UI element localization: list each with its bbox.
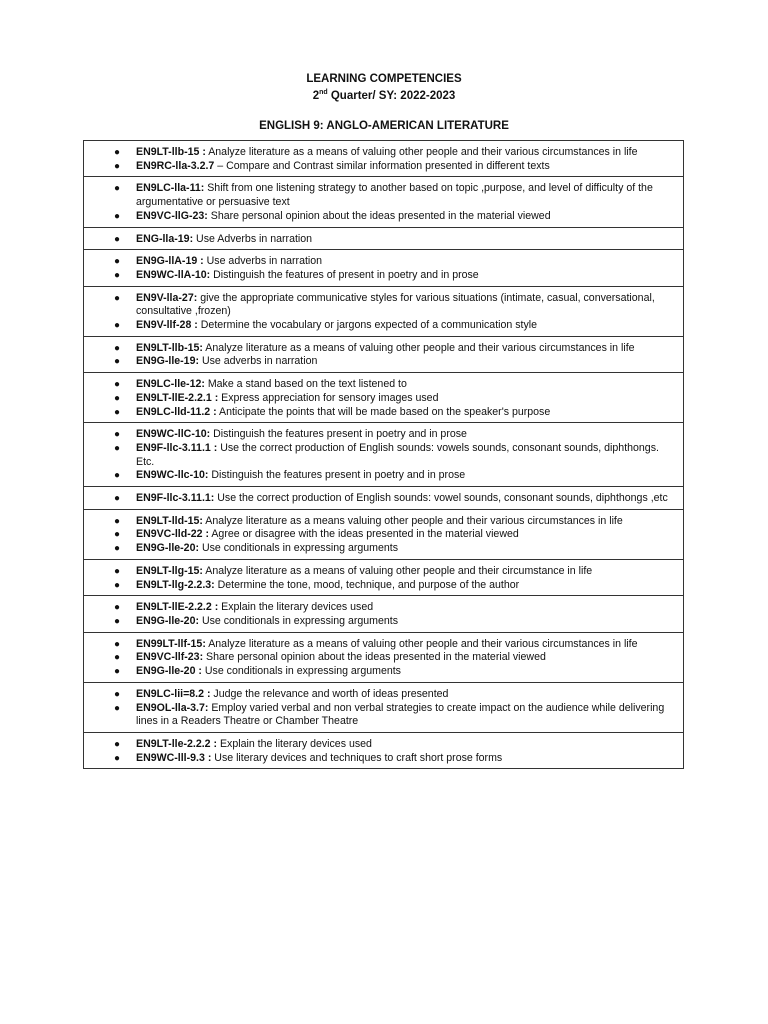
quarter-subtitle xyxy=(0,86,768,103)
competency-row xyxy=(84,733,683,768)
bullet-icon: ● xyxy=(114,292,121,304)
competency-text: Analyze literature as a means of valuing other people and their various circumstances in life xyxy=(205,146,638,158)
competency-row xyxy=(84,683,683,733)
competency-item xyxy=(84,255,677,269)
bullet-icon: ● xyxy=(114,356,121,368)
bullet-icon: ● xyxy=(114,666,121,678)
competency-text: Share personal opinion about the ideas presented in the material viewed xyxy=(207,209,551,222)
competency-code: EN9G-lle-20: xyxy=(136,614,199,627)
competency-text: Analyze literature as a means of valuing other people and their various circumstances in life xyxy=(205,637,638,650)
bullet-icon: ● xyxy=(114,147,121,158)
competency-code: EN9LC-lii=8.2 : xyxy=(136,687,211,700)
competency-row xyxy=(84,510,683,560)
competency-row xyxy=(84,633,683,683)
competency-text: Determine the vocabulary or jargons expected of a communication style xyxy=(197,319,537,332)
competency-item xyxy=(84,515,677,529)
competency-item xyxy=(84,428,677,442)
competency-item xyxy=(84,752,677,766)
competency-row xyxy=(84,177,683,227)
bullet-icon: ● xyxy=(114,752,121,764)
document-title: LEARNING COMPETENCIES xyxy=(306,73,462,85)
competency-item xyxy=(84,406,677,420)
competency-list xyxy=(84,688,677,729)
competency-item xyxy=(84,565,677,579)
competency-item xyxy=(84,210,677,224)
quarter-number: 2 xyxy=(312,89,320,102)
competency-item xyxy=(84,342,677,356)
bullet-icon: ● xyxy=(114,579,121,591)
competency-text: Judge the relevance and worth of ideas presented xyxy=(210,687,449,700)
competency-list xyxy=(84,342,677,369)
competency-text: Analyze literature as a means of valuing other people and their circumstance in life xyxy=(202,564,593,577)
competency-list xyxy=(84,601,677,628)
competency-row xyxy=(84,337,683,373)
bullet-icon: ● xyxy=(114,688,121,700)
bullet-icon: ● xyxy=(114,638,121,650)
competency-code: EN9WC-llC-10: xyxy=(136,428,211,441)
course-title: ENGLISH 9: ANGLO-AMERICAN LITERATURE xyxy=(259,119,509,132)
competency-row xyxy=(84,287,683,337)
competency-code: EN9LC-lla-11: xyxy=(136,182,205,195)
competency-text: Explain the literary devices used xyxy=(217,737,372,750)
competency-text: give the appropriate communicative styles for various situations (intimate, casual, conversational, consultative ,frozen) xyxy=(136,291,655,318)
competency-text: Use conditionals in expressing arguments xyxy=(201,665,401,678)
competency-text: Determine the tone, mood, technique, and purpose of the author xyxy=(214,578,520,591)
competency-code: EN9WC-llc-10: xyxy=(136,469,209,482)
competency-item xyxy=(84,182,677,209)
competency-item xyxy=(84,528,677,542)
competency-item xyxy=(84,738,677,752)
bullet-icon: ● xyxy=(114,256,121,268)
competency-list xyxy=(84,255,677,282)
competency-item xyxy=(84,160,677,174)
competency-item xyxy=(84,319,677,333)
bullet-icon: ● xyxy=(114,233,121,245)
competency-item xyxy=(84,615,677,629)
competency-text: Use literary devices and techniques to craft short prose forms xyxy=(211,751,503,764)
competency-item xyxy=(84,146,677,160)
bullet-icon: ● xyxy=(114,379,121,391)
competency-list xyxy=(84,638,677,679)
competency-row xyxy=(84,250,683,286)
competency-code: EN9G-lle-20: xyxy=(136,542,199,555)
competency-text: Use adverbs in narration xyxy=(203,255,323,268)
competency-code: EN9VC-llf-23: xyxy=(136,651,204,664)
competency-text: Make a stand based on the text listened to xyxy=(204,378,407,391)
bullet-icon: ● xyxy=(114,183,121,195)
bullet-icon: ● xyxy=(114,470,121,482)
quarter-ordinal: nd xyxy=(319,89,328,96)
competency-code: EN99LT-llf-15: xyxy=(136,637,206,650)
bullet-icon: ● xyxy=(114,269,121,281)
competency-code: ENG-lla-19: xyxy=(136,232,194,245)
bullet-icon: ● xyxy=(114,493,121,505)
competency-code: EN9LC-lld-11.2 : xyxy=(136,405,217,418)
competency-item xyxy=(84,601,677,615)
competency-text: Distinguish the features present in poetry and in prose xyxy=(210,428,467,441)
competency-list xyxy=(84,515,677,556)
competency-code: EN9LT-llE-2.2.1 : xyxy=(136,391,219,404)
competency-text: Employ varied verbal and non verbal strategies to create impact on the audience while delivering lines in a Readers Theatre or Chamber Theatre xyxy=(136,701,665,728)
competency-text: Use the correct production of English sounds: vowel sounds, consonant sounds, diphthongs ,etc xyxy=(214,492,668,505)
competency-code: EN9LT-llb-15: xyxy=(136,341,203,354)
bullet-icon: ● xyxy=(114,565,121,577)
competency-text: Distinguish the features of present in poetry and in prose xyxy=(210,268,479,281)
competency-row xyxy=(84,228,683,251)
competency-row xyxy=(84,141,683,177)
competency-code: EN9RC-lla-3.2.7 xyxy=(136,159,215,172)
bullet-icon: ● xyxy=(114,320,121,332)
competency-code: EN9WC-llA-10: xyxy=(136,268,211,281)
competency-list xyxy=(84,428,677,483)
competency-code: EN9LT-llE-2.2.2 : xyxy=(136,601,219,614)
bullet-icon: ● xyxy=(114,543,121,555)
competency-item xyxy=(84,542,677,556)
competency-list xyxy=(84,565,677,592)
document-header xyxy=(0,72,768,133)
competency-row xyxy=(84,596,683,632)
competency-code: EN9V-lla-27: xyxy=(136,291,198,304)
competency-code: EN9LT-llg-15: xyxy=(136,564,203,577)
competency-item xyxy=(84,702,677,729)
bullet-icon: ● xyxy=(114,515,121,527)
competency-text: Use conditionals in expressing arguments xyxy=(199,614,399,627)
competency-list xyxy=(84,378,677,419)
competency-code: EN9LT-lle-2.2.2 : xyxy=(136,737,218,750)
bullet-icon: ● xyxy=(114,602,121,614)
competency-item xyxy=(84,442,677,469)
competency-code: EN9LT-llb-15 : xyxy=(136,146,206,158)
competency-list xyxy=(84,233,677,247)
school-year: Quarter/ SY: 2022-2023 xyxy=(327,89,456,102)
competency-text: Use adverbs in narration xyxy=(199,355,318,368)
competency-item xyxy=(84,665,677,679)
bullet-icon: ● xyxy=(114,406,121,418)
competency-row xyxy=(84,423,683,487)
bullet-icon: ● xyxy=(114,615,121,627)
competency-item xyxy=(84,292,677,319)
bullet-icon: ● xyxy=(114,442,121,454)
bullet-icon: ● xyxy=(114,529,121,541)
competency-text: Shift from one listening strategy to another based on topic ,purpose, and level of difficulty of the argumentative or persuasive text xyxy=(136,182,653,209)
competency-code: EN9F-llc-3.11.1 : xyxy=(136,441,218,454)
competency-text: Anticipate the points that will be made based on the speaker's purpose xyxy=(216,405,551,418)
competency-text: Use Adverbs in narration xyxy=(193,232,313,245)
competency-item xyxy=(84,579,677,593)
competency-text: Use the correct production of English sounds: vowels sounds, consonant sounds, diphthongs. Etc. xyxy=(136,441,659,468)
competency-item xyxy=(84,233,677,247)
bullet-icon: ● xyxy=(114,160,121,172)
competency-code: EN9LT-lld-15: xyxy=(136,514,203,527)
competency-code: EN9OL-lla-3.7: xyxy=(136,701,209,714)
competency-text: Distinguish the features present in poetry and in prose xyxy=(208,469,466,482)
competency-item xyxy=(84,688,677,702)
competency-text: Analyze literature as a means of valuing other people and their various circumstances in life xyxy=(202,341,635,354)
competency-row xyxy=(84,373,683,423)
bullet-icon: ● xyxy=(114,429,121,441)
competency-code: EN9G-lle-19: xyxy=(136,355,199,368)
bullet-icon: ● xyxy=(114,342,121,354)
competency-item xyxy=(84,269,677,283)
competency-item xyxy=(84,492,677,506)
competency-code: EN9VC-llG-23: xyxy=(136,209,208,222)
bullet-icon: ● xyxy=(114,392,121,404)
competency-code: EN9G-lle-20 : xyxy=(136,665,202,678)
competency-text: Share personal opinion about the ideas presented in the material viewed xyxy=(203,651,546,664)
competency-list xyxy=(84,182,677,223)
competency-text: Analyze literature as a means valuing other people and their various circumstances in life xyxy=(202,514,623,527)
competency-code: EN9V-llf-28 : xyxy=(136,319,198,332)
bullet-icon: ● xyxy=(114,210,121,222)
competency-code: EN9LT-llg-2.2.3: xyxy=(136,578,215,591)
competency-row xyxy=(84,487,683,510)
competency-item xyxy=(84,392,677,406)
competency-list xyxy=(84,492,677,506)
competency-text: Express appreciation for sensory images used xyxy=(218,391,439,404)
competency-list xyxy=(84,292,677,333)
competency-code: EN9VC-lld-22 : xyxy=(136,528,209,541)
competency-item xyxy=(84,469,677,483)
competency-item xyxy=(84,651,677,665)
competency-code: EN9LC-lle-12: xyxy=(136,378,205,391)
competency-item xyxy=(84,378,677,392)
competency-text: Use conditionals in expressing arguments xyxy=(199,542,399,555)
bullet-icon: ● xyxy=(114,652,121,664)
competency-item xyxy=(84,355,677,369)
competency-text: Explain the literary devices used xyxy=(218,601,374,614)
competency-row xyxy=(84,560,683,596)
competency-text: – Compare and Contrast similar information presented in different texts xyxy=(214,159,550,172)
bullet-icon: ● xyxy=(114,738,121,750)
competency-list xyxy=(84,146,677,173)
competency-code: EN9WC-lll-9.3 : xyxy=(136,751,212,764)
competency-item xyxy=(84,638,677,652)
competency-code: EN9G-llA-19 : xyxy=(136,255,204,268)
competencies-table xyxy=(83,140,684,769)
competency-code: EN9F-llc-3.11.1: xyxy=(136,492,215,505)
competency-text: Agree or disagree with the ideas presented in the material viewed xyxy=(209,528,519,541)
bullet-icon: ● xyxy=(114,702,121,714)
competency-list xyxy=(84,738,677,765)
